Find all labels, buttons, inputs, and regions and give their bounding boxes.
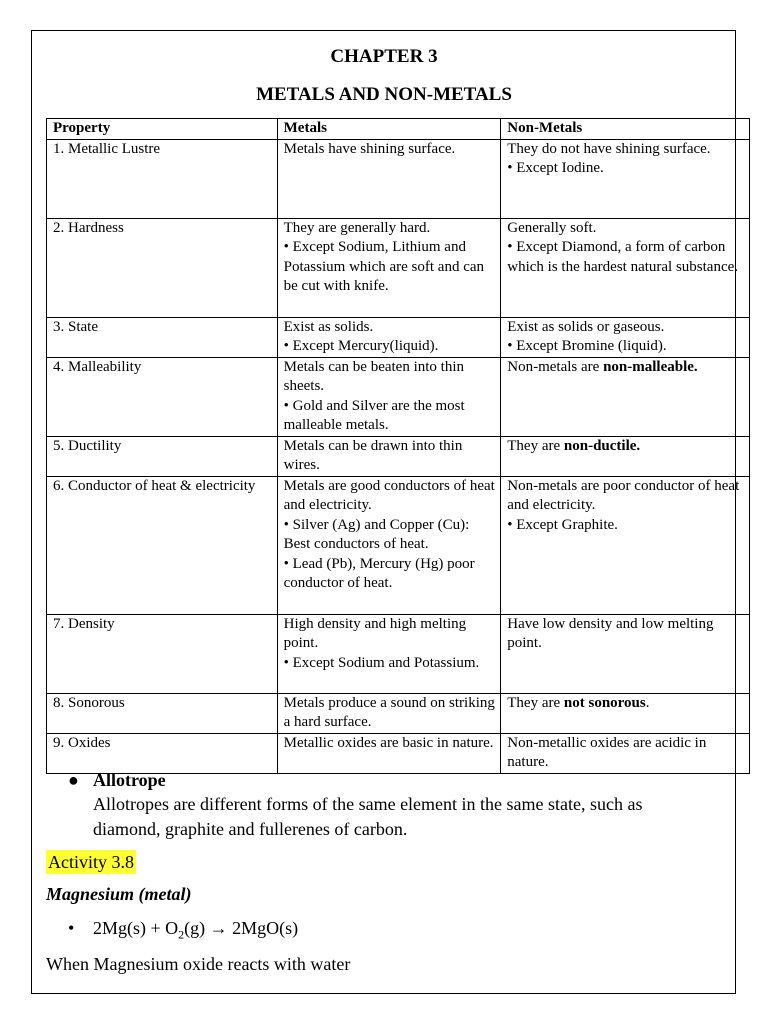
nonmetals-suffix: .	[645, 694, 650, 711]
nonmetals-text: Non-metallic oxides are acidic in nature.	[507, 734, 707, 770]
nonmetals-text: They do not have shining surface.	[507, 140, 711, 157]
nonmetals-cell	[501, 693, 750, 733]
nonmetals-bullet: • Except Diamond, a form of carbon which is the hardest natural substance.	[507, 239, 739, 275]
nonmetals-cell	[501, 139, 750, 218]
property-cell: 3. State	[47, 317, 278, 357]
metals-cell	[277, 317, 501, 357]
equation-rhs: 2MgO(s)	[227, 918, 299, 938]
nonmetals-bullet: • Except Iodine.	[507, 160, 604, 176]
nonmetals-emphasis: non-malleable.	[603, 358, 698, 375]
bullet-icon: •	[68, 918, 75, 938]
arrow-icon: →	[209, 918, 228, 938]
metals-bullet: • Except Sodium and Potassium.	[283, 654, 480, 671]
nonmetals-text: Exist as solids or gaseous.	[507, 318, 665, 335]
metals-bullet: • Except Sodium, Lithium and Potassium which are soft and can be cut with knife.	[283, 239, 485, 294]
metals-cell	[277, 218, 501, 317]
property-cell: 4. Malleability	[47, 357, 278, 436]
equation-mid: (g)	[184, 918, 210, 938]
nonmetals-text: They are	[507, 694, 564, 711]
equation-lhs: 2Mg(s) + O	[93, 918, 179, 938]
table-row	[47, 139, 750, 218]
table-row	[47, 614, 750, 693]
metals-bullet: • Except Mercury(liquid).	[283, 338, 439, 354]
magnesium-heading: Magnesium (metal)	[46, 884, 192, 904]
metals-text: They are generally hard.	[283, 219, 431, 236]
table-row	[47, 218, 750, 317]
metals-bullet: • Silver (Ag) and Copper (Cu): Best conductors of heat.	[283, 516, 470, 552]
equation-subscript: 2	[178, 927, 185, 942]
header-property: Property	[47, 119, 278, 140]
table-row	[47, 733, 750, 773]
allotrope-text: Allotropes are different forms of the same element in the same state, such as diamond, graphite and fullerenes of carbon.	[93, 794, 643, 839]
table-row	[47, 436, 750, 476]
nonmetals-cell	[501, 476, 750, 614]
nonmetals-emphasis: non-ductile.	[563, 437, 641, 454]
metals-text: Metals have shining surface.	[283, 140, 456, 157]
metals-bullet: • Gold and Silver are the most malleable metals.	[283, 397, 465, 433]
activity-label: Activity 3.8	[48, 852, 134, 872]
metals-text: Metals can be beaten into thin sheets.	[283, 358, 464, 394]
allotrope-heading: Allotrope	[93, 770, 166, 790]
nonmetals-cell	[501, 733, 750, 773]
metals-cell	[277, 357, 501, 436]
metals-cell	[277, 436, 501, 476]
nonmetals-cell	[501, 218, 750, 317]
metals-text: Metals can be drawn into thin wires.	[283, 437, 463, 473]
property-cell: 9. Oxides	[47, 733, 278, 773]
bullet-icon: ●	[68, 770, 79, 790]
metals-text: Metallic oxides are basic in nature.	[283, 734, 494, 751]
metals-cell	[277, 733, 501, 773]
nonmetals-text: Generally soft.	[507, 219, 597, 236]
nonmetals-text: Non-metals are	[507, 358, 604, 375]
property-cell: 6. Conductor of heat & electricity	[47, 476, 278, 614]
metals-cell	[277, 614, 501, 693]
table-row	[47, 357, 750, 436]
property-cell: 5. Ductility	[47, 436, 278, 476]
metals-cell	[277, 476, 501, 614]
nonmetals-cell	[501, 357, 750, 436]
table-row	[47, 476, 750, 614]
chapter-heading: CHAPTER 3	[330, 46, 438, 67]
nonmetals-bullet: • Except Graphite.	[507, 516, 618, 533]
metals-text: Metals produce a sound on striking a hard surface.	[283, 694, 495, 730]
metals-text: Exist as solids.	[283, 318, 374, 335]
table-header-row	[47, 119, 750, 140]
table-row	[47, 693, 750, 733]
nonmetals-text: Non-metals are poor conductor of heat and electricity.	[507, 477, 740, 513]
header-metals: Metals	[277, 119, 501, 140]
nonmetals-cell	[501, 614, 750, 693]
properties-table	[46, 118, 750, 774]
property-cell: 2. Hardness	[47, 218, 278, 317]
equation	[93, 918, 298, 943]
header-nonmetals: Non-Metals	[501, 119, 750, 140]
nonmetals-emphasis: not sonorous	[563, 694, 646, 711]
nonmetals-text: Have low density and low melting point.	[507, 615, 714, 651]
nonmetals-cell	[501, 436, 750, 476]
body-text: When Magnesium oxide reacts with water	[46, 954, 351, 974]
property-cell: 7. Density	[47, 614, 278, 693]
metals-text: High density and high melting point.	[283, 615, 467, 651]
metals-cell	[277, 139, 501, 218]
property-cell: 1. Metallic Lustre	[47, 139, 278, 218]
table-row	[47, 317, 750, 357]
nonmetals-cell	[501, 317, 750, 357]
metals-bullet: • Lead (Pb), Mercury (Hg) poor conductor of heat.	[283, 555, 475, 591]
chapter-title: METALS AND NON-METALS	[256, 84, 512, 105]
metals-cell	[277, 693, 501, 733]
nonmetals-text: They are	[507, 437, 564, 454]
property-cell: 8. Sonorous	[47, 693, 278, 733]
nonmetals-bullet: • Except Bromine (liquid).	[507, 338, 667, 354]
metals-text: Metals are good conductors of heat and electricity.	[283, 477, 495, 513]
